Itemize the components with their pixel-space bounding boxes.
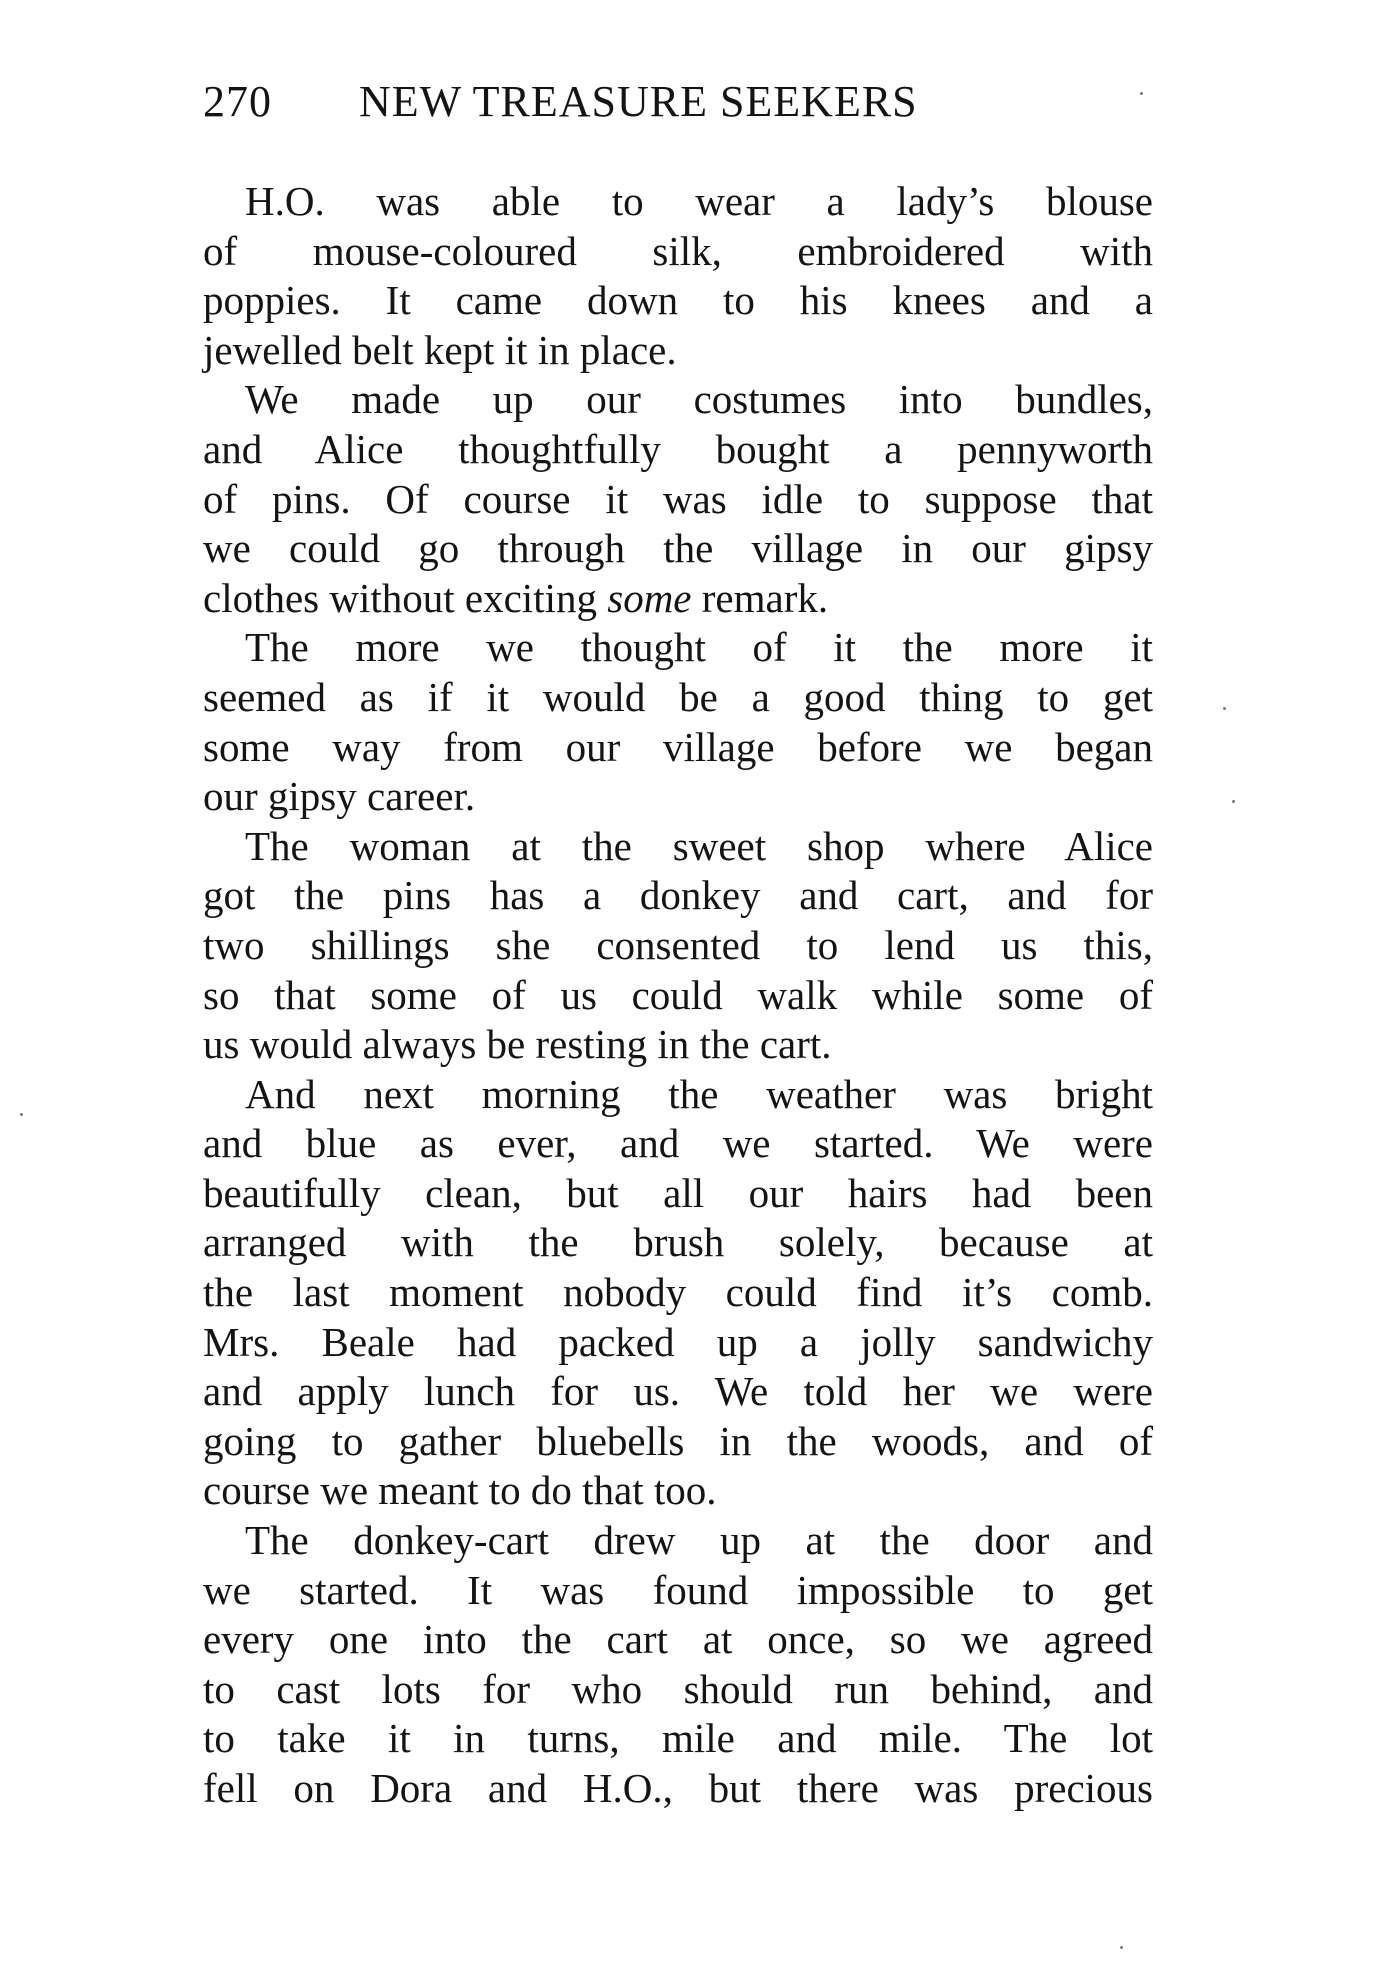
text-fragment: clothes without exciting [203,574,608,621]
text-line: to cast lots for who should run behind, and [203,1665,1153,1712]
paragraph-1 [203,177,1153,375]
text-line: fell on Dora and H.O., but there was precious [203,1765,1153,1811]
scan-speck [1223,707,1226,710]
text-line: so that some of us could walk while some of [203,971,1153,1018]
text-line: two shillings she consented to lend us this, [203,921,1153,968]
text-line: poppies. It came down to his knees and a [203,277,1153,324]
paragraph-6 [203,1516,1153,1814]
scan-speck [1140,92,1143,95]
text-line: we started. It was found impossible to get [203,1566,1153,1613]
text-fragment: remark. [691,574,829,621]
text-line: arranged with the brush solely, because at [203,1219,1153,1266]
paragraph-2 [203,375,1153,623]
text-line: jewelled belt kept it in place. [203,326,677,373]
running-head [203,72,1153,132]
text-line: us would always be resting in the cart. [203,1021,832,1068]
text-line: of pins. Of course it was idle to suppose that [203,475,1153,522]
scan-speck [1120,1946,1123,1949]
text-line: Mrs. Beale had packed up a jolly sandwichy [203,1318,1153,1365]
text-line: We made up our costumes into bundles, [245,376,1153,423]
text-line: every one into the cart at once, so we agreed [203,1616,1153,1663]
page-number: 270 [203,77,272,126]
book-title: NEW TREASURE SEEKERS [359,77,918,126]
scan-speck [20,1113,23,1116]
text-line: The more we thought of it the more it [245,624,1153,671]
text-line: some way from our village before we began [203,723,1153,770]
text-line: to take it in turns, mile and mile. The lot [203,1715,1153,1762]
text-line: the last moment nobody could find it’s comb. [203,1269,1153,1316]
body-text [203,177,1153,1814]
text-line: of mouse-coloured silk, embroidered with [203,227,1153,274]
text-line: And next morning the weather was bright [245,1070,1153,1117]
paragraph-5 [203,1070,1153,1516]
text-line: and apply lunch for us. We told her we were [203,1368,1153,1415]
text-line: seemed as if it would be a good thing to get [203,673,1153,720]
scan-speck [1232,800,1235,803]
paragraph-3 [203,623,1153,821]
text-line: our gipsy career. [203,773,476,820]
text-line: course we meant to do that too. [203,1467,717,1514]
text-line: beautifully clean, but all our hairs had been [203,1169,1153,1216]
text-line: and blue as ever, and we started. We were [203,1120,1153,1167]
text-line: got the pins has a donkey and cart, and for [203,872,1153,919]
text-line: The donkey-cart drew up at the door and [245,1517,1153,1564]
text-line: The woman at the sweet shop where Alice [245,822,1153,869]
text-line: H.O. was able to wear a lady’s blouse [245,178,1153,224]
paragraph-4 [203,822,1153,1070]
text-line: going to gather bluebells in the woods, and of [203,1417,1153,1464]
text-line: and Alice thoughtfully bought a pennyworth [203,425,1153,472]
text-line: we could go through the village in our gipsy [203,525,1153,572]
emphasized-word: some [607,574,692,621]
text-line [203,574,1153,624]
